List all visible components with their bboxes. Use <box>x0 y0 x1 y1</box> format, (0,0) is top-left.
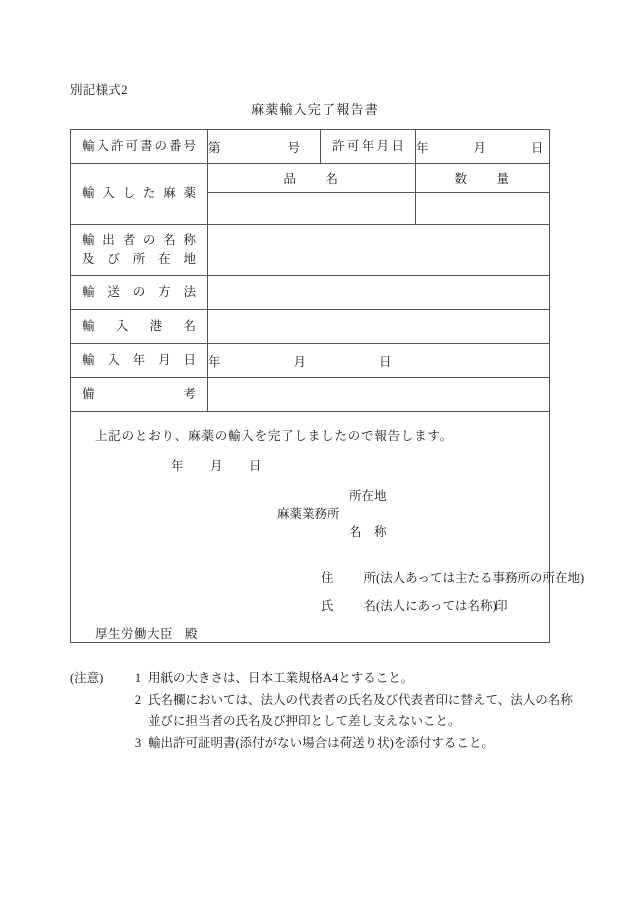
port-label: 輸入港名 <box>82 318 196 333</box>
import-date-label: 輸入年月日 <box>82 352 196 367</box>
permit-date-month: 月 <box>473 140 488 155</box>
table-row-exporter <box>71 225 550 276</box>
note-item <box>70 690 590 712</box>
import-date-day: 日 <box>379 354 393 369</box>
note-item <box>70 668 590 690</box>
remarks-value-cell[interactable] <box>208 378 550 412</box>
narcotics-quantity-header-cell <box>416 164 550 193</box>
office-location-label: 所在地 <box>349 489 387 503</box>
exporter-label-line1: 輸出者の名称 <box>82 233 196 248</box>
port-label-cell <box>71 310 208 344</box>
table-row-port <box>71 310 550 344</box>
note-text: 用紙の大きさは、日本工業規格A4とすること。 <box>148 671 414 685</box>
addressee-name: 厚生労働大臣 <box>95 627 174 641</box>
table-row-transport <box>71 276 550 310</box>
permit-number-prefix: 第 <box>208 140 222 155</box>
exporter-label-cell <box>71 225 208 276</box>
note-number: 3 <box>134 735 142 750</box>
narcotics-name-header-cell <box>208 164 416 193</box>
declaration-date-month: 月 <box>210 459 224 473</box>
table-row-declaration <box>71 412 550 643</box>
permit-date-value-cell[interactable] <box>416 130 550 164</box>
declaration-block <box>71 412 585 642</box>
office-label: 麻薬業務所 <box>277 507 340 521</box>
notes-heading: (注意) <box>70 671 104 685</box>
permit-number-value-cell[interactable] <box>208 130 321 164</box>
applicant-name-line <box>321 596 497 614</box>
remarks-label: 備考 <box>82 386 196 401</box>
declaration-date-day: 日 <box>249 459 263 473</box>
transport-label-cell <box>71 276 208 310</box>
permit-date-label: 許可年月日 <box>332 138 404 153</box>
seal-label: 印 <box>495 599 508 613</box>
remarks-label-cell <box>71 378 208 412</box>
narcotics-label-cell <box>71 164 208 225</box>
exporter-label <box>71 231 207 269</box>
transport-label: 輸送の方法 <box>82 284 196 299</box>
table-row-narcotics-header <box>71 164 550 193</box>
permit-date-label-cell <box>321 130 416 164</box>
table-row-permit-number <box>71 130 550 164</box>
note-number: 1 <box>134 671 142 685</box>
narcotics-name-value-cell[interactable] <box>208 193 416 225</box>
permit-date-year: 年 <box>416 140 430 155</box>
permit-number-suffix: 号 <box>287 140 302 155</box>
table-row-import-date <box>71 344 550 378</box>
note-number: 2 <box>134 692 142 707</box>
narcotics-label: 輸入した麻薬 <box>82 186 196 201</box>
declaration-date[interactable] <box>171 456 262 474</box>
applicant-address-value: 所(法人あっては主たる事務所の所在地) <box>363 571 585 585</box>
declaration-cell <box>71 412 585 643</box>
import-date-month: 月 <box>293 354 308 369</box>
office-name-label: 名 称 <box>349 525 387 539</box>
note-text: 輸出許可証明書(添付がない場合は荷送り状)を添付すること。 <box>148 735 494 750</box>
permit-number-label-cell <box>71 130 208 164</box>
declaration-statement: 上記のとおり、麻薬の輸入を完了しましたので報告します。 <box>95 429 454 443</box>
addressee-honorific: 殿 <box>185 627 199 641</box>
permit-number-label: 輸入許可書の番号 <box>82 138 196 153</box>
import-report-table <box>70 129 585 643</box>
applicant-name-value: 名(法人にあっては名称) <box>363 599 497 613</box>
import-date-year: 年 <box>208 354 222 369</box>
note-text: 氏名欄においては、法人の代表者の氏名及び代表者印に替えて、法人の名称 <box>148 692 573 707</box>
notes-section <box>70 668 590 754</box>
import-date-value-cell[interactable] <box>208 344 550 378</box>
note-text-continuation: 並びに担当者の氏名及び押印として差し支えないこと。 <box>148 714 461 728</box>
form-id-label: 別記様式2 <box>70 83 128 97</box>
declaration-date-year: 年 <box>171 459 185 473</box>
exporter-value-cell[interactable] <box>208 225 550 276</box>
applicant-name-label: 氏 <box>321 599 334 613</box>
narcotics-name-header: 品 名 <box>283 172 340 186</box>
note-item <box>70 733 590 755</box>
narcotics-quantity-header: 数 量 <box>454 172 511 186</box>
page-title: 麻薬輸入完了報告書 <box>251 102 379 117</box>
port-value-cell[interactable] <box>208 310 550 344</box>
table-row-remarks <box>71 378 550 412</box>
exporter-label-line2: 及び所在地 <box>82 252 196 266</box>
transport-value-cell[interactable] <box>208 276 550 310</box>
addressee-line <box>95 624 198 642</box>
import-date-label-cell <box>71 344 208 378</box>
narcotics-quantity-value-cell[interactable] <box>416 193 550 225</box>
permit-date-day: 日 <box>531 140 545 155</box>
applicant-address-line <box>321 568 584 586</box>
applicant-address-label: 住 <box>321 571 334 585</box>
narcotics-office-block <box>277 486 527 540</box>
